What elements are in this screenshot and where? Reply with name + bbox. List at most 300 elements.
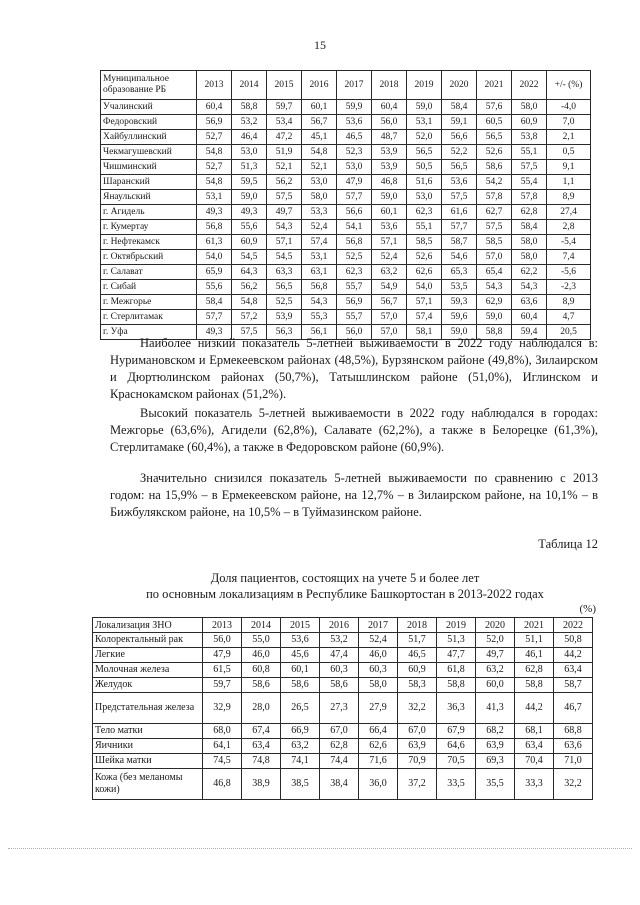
value-cell: 58,8 (515, 678, 554, 693)
value-cell: 53,6 (281, 633, 320, 648)
value-cell: 63,9 (476, 739, 515, 754)
value-cell: 47,9 (203, 648, 242, 663)
value-cell: 54,8 (232, 295, 267, 310)
value-cell: 60,1 (372, 205, 407, 220)
table-row (101, 205, 591, 220)
value-cell: 56,7 (302, 115, 337, 130)
value-cell: 53,4 (267, 115, 302, 130)
column-header-year: 2014 (242, 618, 281, 633)
value-cell: 60,4 (512, 310, 547, 325)
value-cell: 58,6 (242, 678, 281, 693)
value-cell: 38,4 (320, 769, 359, 800)
table-row (93, 633, 593, 648)
value-cell: 46,7 (554, 693, 593, 724)
value-cell: 63,2 (372, 265, 407, 280)
value-cell: 53,1 (197, 190, 232, 205)
value-cell: 55,1 (407, 220, 442, 235)
value-cell: 56,8 (337, 235, 372, 250)
value-cell: 55,4 (512, 175, 547, 190)
value-cell: 33,5 (437, 769, 476, 800)
value-cell: 66,9 (281, 724, 320, 739)
row-label: г. Кумертау (101, 220, 197, 235)
value-cell: 55,6 (232, 220, 267, 235)
row-label: Янаульский (101, 190, 197, 205)
change-cell: 8,9 (547, 190, 591, 205)
row-label: Молочная железа (93, 663, 203, 678)
value-cell: 58,0 (512, 235, 547, 250)
row-label: г. Салават (101, 265, 197, 280)
value-cell: 52,1 (267, 160, 302, 175)
value-cell: 60,9 (232, 235, 267, 250)
value-cell: 54,6 (442, 250, 477, 265)
table-row (93, 693, 593, 724)
value-cell: 63,1 (302, 265, 337, 280)
value-cell: 53,3 (302, 205, 337, 220)
value-cell: 52,4 (372, 250, 407, 265)
value-cell: 56,5 (267, 280, 302, 295)
value-cell: 55,7 (337, 280, 372, 295)
value-cell: 52,4 (302, 220, 337, 235)
value-cell: 65,9 (197, 265, 232, 280)
row-label: г. Октябрьский (101, 250, 197, 265)
value-cell: 57,0 (477, 250, 512, 265)
column-header-year: 2022 (512, 71, 547, 100)
value-cell: 59,0 (232, 190, 267, 205)
value-cell: 36,0 (359, 769, 398, 800)
value-cell: 55,1 (512, 145, 547, 160)
table-row (93, 678, 593, 693)
value-cell: 67,0 (320, 724, 359, 739)
value-cell: 60,4 (197, 100, 232, 115)
change-cell: 2,8 (547, 220, 591, 235)
value-cell: 70,5 (437, 754, 476, 769)
table-row (101, 295, 591, 310)
column-header-year: 2020 (476, 618, 515, 633)
value-cell: 47,7 (437, 648, 476, 663)
value-cell: 62,8 (320, 739, 359, 754)
value-cell: 56,0 (337, 325, 372, 340)
value-cell: 56,9 (337, 295, 372, 310)
table-row (93, 739, 593, 754)
value-cell: 74,1 (281, 754, 320, 769)
value-cell: 52,7 (197, 130, 232, 145)
table-row (93, 754, 593, 769)
value-cell: 58,0 (359, 678, 398, 693)
value-cell: 54,8 (197, 175, 232, 190)
value-cell: 52,7 (197, 160, 232, 175)
table-row (101, 310, 591, 325)
value-cell: 57,7 (337, 190, 372, 205)
value-cell: 64,1 (203, 739, 242, 754)
value-cell: 32,2 (398, 693, 437, 724)
value-cell: 52,2 (442, 145, 477, 160)
value-cell: 54,3 (477, 280, 512, 295)
value-cell: 56,5 (442, 160, 477, 175)
value-cell: 55,3 (302, 310, 337, 325)
value-cell: 52,4 (359, 633, 398, 648)
value-cell: 63,2 (281, 739, 320, 754)
value-cell: 59,3 (442, 295, 477, 310)
column-header-year: 2022 (554, 618, 593, 633)
table-body (93, 633, 593, 800)
table-row (101, 280, 591, 295)
value-cell: 36,3 (437, 693, 476, 724)
value-cell: 54,5 (232, 250, 267, 265)
column-header-year: 2021 (515, 618, 554, 633)
row-label: Желудок (93, 678, 203, 693)
value-cell: 52,0 (476, 633, 515, 648)
value-cell: 60,4 (372, 100, 407, 115)
value-cell: 56,6 (442, 130, 477, 145)
table-header-row (93, 618, 593, 633)
value-cell: 57,5 (267, 190, 302, 205)
column-header-year: 2014 (232, 71, 267, 100)
value-cell: 45,6 (281, 648, 320, 663)
row-label: Предстательная железа (93, 693, 203, 724)
value-cell: 68,1 (515, 724, 554, 739)
value-cell: 46,0 (359, 648, 398, 663)
value-cell: 62,3 (407, 205, 442, 220)
value-cell: 52,1 (302, 160, 337, 175)
value-cell: 57,2 (232, 310, 267, 325)
value-cell: 60,3 (320, 663, 359, 678)
value-cell: 44,2 (554, 648, 593, 663)
change-cell: 7,4 (547, 250, 591, 265)
column-header-year: 2019 (437, 618, 476, 633)
row-label: г. Сибай (101, 280, 197, 295)
table-row (101, 175, 591, 190)
value-cell: 63,3 (267, 265, 302, 280)
value-cell: 50,8 (554, 633, 593, 648)
paragraph-lowest-survival: Наиболее низкий показатель 5-летней выживаемости в 2022 году наблюдался в: Нуримановском и Ермекеевском районах (48,5%), Бурзянском районе (49,8%), Зилаирском и Дюртюлинском районах (50,7%), Татышлинском районе (51,0%), Иглинском и Краснокамском районах (51,2%). (110, 336, 598, 401)
value-cell: 54,3 (302, 295, 337, 310)
column-header-year: 2013 (203, 618, 242, 633)
value-cell: 63,2 (476, 663, 515, 678)
value-cell: 61,3 (197, 235, 232, 250)
value-cell: 63,4 (554, 663, 593, 678)
value-cell: 32,9 (203, 693, 242, 724)
value-cell: 58,7 (554, 678, 593, 693)
value-cell: 64,3 (232, 265, 267, 280)
value-cell: 59,0 (442, 325, 477, 340)
table-row (101, 220, 591, 235)
change-cell: -4,0 (547, 100, 591, 115)
value-cell: 63,4 (242, 739, 281, 754)
value-cell: 53,8 (512, 130, 547, 145)
value-cell: 58,6 (477, 160, 512, 175)
value-cell: 56,3 (267, 325, 302, 340)
value-cell: 53,9 (267, 310, 302, 325)
value-cell: 57,5 (477, 220, 512, 235)
value-cell: 61,5 (203, 663, 242, 678)
value-cell: 62,8 (512, 205, 547, 220)
value-cell: 57,5 (442, 190, 477, 205)
value-cell: 26,5 (281, 693, 320, 724)
table-row (101, 265, 591, 280)
value-cell: 49,3 (197, 325, 232, 340)
value-cell: 50,5 (407, 160, 442, 175)
value-cell: 60,1 (302, 100, 337, 115)
change-cell: 2,1 (547, 130, 591, 145)
value-cell: 52,6 (477, 145, 512, 160)
value-cell: 56,7 (372, 295, 407, 310)
row-label: Шаранский (101, 175, 197, 190)
value-cell: 56,5 (477, 130, 512, 145)
value-cell: 56,2 (267, 175, 302, 190)
value-cell: 46,1 (515, 648, 554, 663)
column-header-change: +/- (%) (547, 71, 591, 100)
value-cell: 49,7 (267, 205, 302, 220)
value-cell: 58,5 (477, 235, 512, 250)
change-cell: -5,6 (547, 265, 591, 280)
row-label: г. Межгорье (101, 295, 197, 310)
column-header-year: 2020 (442, 71, 477, 100)
row-label: Шейка матки (93, 754, 203, 769)
value-cell: 71,6 (359, 754, 398, 769)
column-header-year: 2018 (398, 618, 437, 633)
table-row (101, 115, 591, 130)
value-cell: 62,8 (515, 663, 554, 678)
change-cell: 1,1 (547, 175, 591, 190)
value-cell: 55,7 (337, 310, 372, 325)
value-cell: 47,4 (320, 648, 359, 663)
value-cell: 67,4 (242, 724, 281, 739)
value-cell: 60,9 (512, 115, 547, 130)
value-cell: 60,5 (477, 115, 512, 130)
change-cell: 9,1 (547, 160, 591, 175)
value-cell: 59,6 (442, 310, 477, 325)
value-cell: 70,4 (515, 754, 554, 769)
value-cell: 54,9 (372, 280, 407, 295)
value-cell: 71,0 (554, 754, 593, 769)
patients-5-years-by-localization-table (92, 617, 593, 800)
table-caption-line-1: Доля пациентов, состоящих на учете 5 и более лет (210, 571, 480, 585)
value-cell: 67,9 (437, 724, 476, 739)
value-cell: 58,0 (512, 100, 547, 115)
value-cell: 28,0 (242, 693, 281, 724)
value-cell: 53,2 (232, 115, 267, 130)
row-label: Чишминский (101, 160, 197, 175)
value-cell: 59,1 (442, 115, 477, 130)
value-cell: 66,4 (359, 724, 398, 739)
value-cell: 47,2 (267, 130, 302, 145)
value-cell: 53,1 (407, 115, 442, 130)
value-cell: 56,8 (197, 220, 232, 235)
column-header-localization: Локализация ЗНО (93, 618, 203, 633)
value-cell: 58,8 (437, 678, 476, 693)
value-cell: 58,6 (281, 678, 320, 693)
value-cell: 49,3 (197, 205, 232, 220)
value-cell: 68,8 (554, 724, 593, 739)
value-cell: 74,8 (242, 754, 281, 769)
value-cell: 54,1 (337, 220, 372, 235)
value-cell: 60,0 (476, 678, 515, 693)
value-cell: 55,0 (242, 633, 281, 648)
table-row (101, 250, 591, 265)
value-cell: 63,9 (398, 739, 437, 754)
table-row (93, 648, 593, 663)
value-cell: 46,8 (372, 175, 407, 190)
value-cell: 59,0 (372, 190, 407, 205)
value-cell: 58,5 (407, 235, 442, 250)
value-cell: 56,0 (372, 115, 407, 130)
paragraph-decline: Значительно снизился показатель 5-летней выживаемости по сравнению с 2013 годом: на 15,9% – в Ермекеевском районе, на 12,7% – в Зилаирском районе, на 10,1% – в Бижбулякском районе, на 10,5% – в Туймазинском районе. (110, 471, 598, 519)
change-cell: 27,4 (547, 205, 591, 220)
value-cell: 60,9 (398, 663, 437, 678)
value-cell: 51,3 (232, 160, 267, 175)
value-cell: 59,9 (337, 100, 372, 115)
value-cell: 62,6 (359, 739, 398, 754)
value-cell: 62,2 (512, 265, 547, 280)
value-cell: 61,6 (442, 205, 477, 220)
value-cell: 54,3 (267, 220, 302, 235)
row-label: г. Агидель (101, 205, 197, 220)
value-cell: 58,4 (442, 100, 477, 115)
value-cell: 54,0 (197, 250, 232, 265)
column-header-year: 2017 (337, 71, 372, 100)
value-cell: 53,0 (407, 190, 442, 205)
value-cell: 59,7 (267, 100, 302, 115)
value-cell: 63,6 (554, 739, 593, 754)
value-cell: 59,4 (512, 325, 547, 340)
value-cell: 51,3 (437, 633, 476, 648)
table-row (101, 100, 591, 115)
value-cell: 53,6 (442, 175, 477, 190)
table-label: Таблица 12 (538, 537, 598, 551)
value-cell: 54,5 (267, 250, 302, 265)
value-cell: 54,3 (512, 280, 547, 295)
change-cell: 0,5 (547, 145, 591, 160)
row-label: Легкие (93, 648, 203, 663)
table-row (93, 663, 593, 678)
value-cell: 57,4 (407, 310, 442, 325)
value-cell: 35,5 (476, 769, 515, 800)
value-cell: 63,4 (515, 739, 554, 754)
value-cell: 58,1 (407, 325, 442, 340)
row-label: Кожа (без меланомы кожи) (93, 769, 203, 800)
value-cell: 58,0 (302, 190, 337, 205)
table-unit: (%) (579, 603, 596, 615)
page-number: 15 (314, 38, 326, 52)
value-cell: 49,3 (232, 205, 267, 220)
value-cell: 60,3 (359, 663, 398, 678)
value-cell: 53,0 (302, 175, 337, 190)
change-cell: -5,4 (547, 235, 591, 250)
value-cell: 56,0 (203, 633, 242, 648)
value-cell: 63,6 (512, 295, 547, 310)
value-cell: 52,6 (407, 250, 442, 265)
column-header-year: 2021 (477, 71, 512, 100)
value-cell: 57,1 (407, 295, 442, 310)
value-cell: 46,4 (232, 130, 267, 145)
value-cell: 69,3 (476, 754, 515, 769)
value-cell: 65,3 (442, 265, 477, 280)
value-cell: 51,7 (398, 633, 437, 648)
value-cell: 46,8 (203, 769, 242, 800)
value-cell: 57,6 (477, 100, 512, 115)
row-label: Яичники (93, 739, 203, 754)
value-cell: 67,0 (398, 724, 437, 739)
value-cell: 59,7 (203, 678, 242, 693)
value-cell: 48,7 (372, 130, 407, 145)
value-cell: 51,9 (267, 145, 302, 160)
column-header-year: 2019 (407, 71, 442, 100)
value-cell: 57,1 (372, 235, 407, 250)
column-header-year: 2017 (359, 618, 398, 633)
value-cell: 27,9 (359, 693, 398, 724)
column-header-year: 2016 (302, 71, 337, 100)
value-cell: 38,9 (242, 769, 281, 800)
value-cell: 57,8 (512, 190, 547, 205)
value-cell: 56,8 (302, 280, 337, 295)
column-header-year: 2015 (267, 71, 302, 100)
value-cell: 58,4 (197, 295, 232, 310)
value-cell: 38,5 (281, 769, 320, 800)
row-label: Тело матки (93, 724, 203, 739)
value-cell: 56,9 (197, 115, 232, 130)
table-row (101, 145, 591, 160)
value-cell: 45,1 (302, 130, 337, 145)
value-cell: 47,9 (337, 175, 372, 190)
value-cell: 65,4 (477, 265, 512, 280)
value-cell: 52,0 (407, 130, 442, 145)
table-row (93, 724, 593, 739)
value-cell: 62,7 (477, 205, 512, 220)
row-label: Колоректальный рак (93, 633, 203, 648)
table-row (101, 160, 591, 175)
value-cell: 44,2 (515, 693, 554, 724)
value-cell: 53,6 (372, 220, 407, 235)
value-cell: 52,5 (337, 250, 372, 265)
row-label: Чекмагушевский (101, 145, 197, 160)
value-cell: 53,5 (442, 280, 477, 295)
scan-artifact-line (8, 848, 632, 849)
value-cell: 59,5 (232, 175, 267, 190)
table-header-row (101, 71, 591, 100)
value-cell: 68,2 (476, 724, 515, 739)
paragraph-highest-survival: Высокий показатель 5-летней выживаемости в 2022 году наблюдался в городах: Межгорье (63,6%), Агидели (62,8%), Салавате (62,2%), а также в Белорецке (61,3%), Стерлитамаке (60,4%), а также в Федоровском районе (60,9%). (110, 406, 598, 454)
value-cell: 74,4 (320, 754, 359, 769)
value-cell: 57,0 (372, 310, 407, 325)
value-cell: 46,0 (242, 648, 281, 663)
row-label: г. Нефтекамск (101, 235, 197, 250)
value-cell: 64,6 (437, 739, 476, 754)
row-label: Хайбуллинский (101, 130, 197, 145)
value-cell: 58,4 (512, 220, 547, 235)
table-row (101, 190, 591, 205)
value-cell: 53,9 (372, 145, 407, 160)
value-cell: 57,8 (477, 190, 512, 205)
value-cell: 54,8 (197, 145, 232, 160)
value-cell: 53,2 (320, 633, 359, 648)
value-cell: 57,5 (512, 160, 547, 175)
value-cell: 52,3 (337, 145, 372, 160)
row-label: Учалинский (101, 100, 197, 115)
value-cell: 49,7 (476, 648, 515, 663)
value-cell: 61,8 (437, 663, 476, 678)
change-cell: 20,5 (547, 325, 591, 340)
value-cell: 68,0 (203, 724, 242, 739)
value-cell: 57,0 (372, 325, 407, 340)
value-cell: 58,7 (442, 235, 477, 250)
value-cell: 56,6 (337, 205, 372, 220)
table-caption-line-2: по основным локализациям в Республике Башкортостан в 2013-2022 годах (146, 587, 544, 601)
value-cell: 70,9 (398, 754, 437, 769)
table-row (101, 235, 591, 250)
value-cell: 37,2 (398, 769, 437, 800)
value-cell: 57,7 (197, 310, 232, 325)
value-cell: 55,6 (197, 280, 232, 295)
